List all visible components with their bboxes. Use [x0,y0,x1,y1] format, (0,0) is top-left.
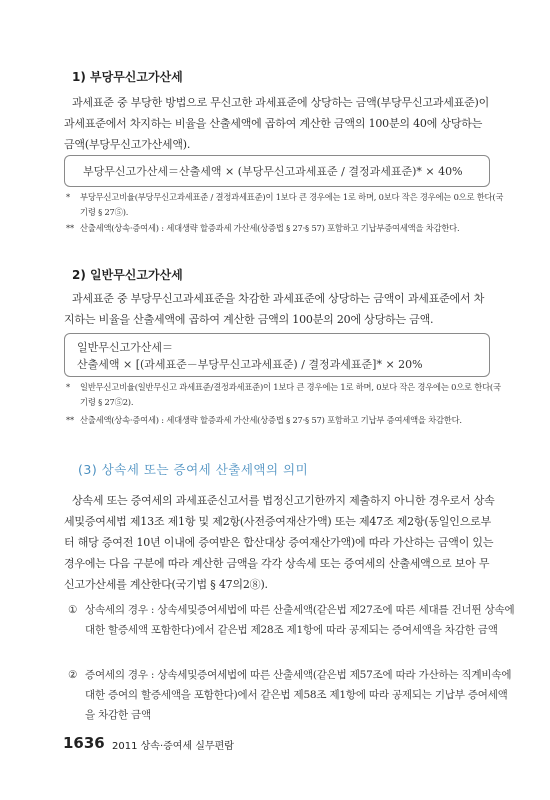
footer-title: 2011 상속·증여세 실무편람 [112,741,234,752]
section-2-heading: 2) 일반무신고가산세 [72,268,183,282]
section-1-note-1 [66,190,504,220]
section-1-note-2 [66,221,504,251]
section-2-formula-box [64,333,490,377]
section-2-formula-line-2: 산출세액 × [(과세표준－부당무신고과세표준) / 결정과세표준]* × 20% [77,358,423,371]
section-1-formula-box [64,155,490,187]
section-3-item-2 [68,665,516,725]
section-2-paragraph: 과세표준 중 부당무신고과세표준을 차감한 과세표준에 상당하는 금액이 과세표준에서 차지하는 비율을 산출세액에 곱하여 계산한 금액의 100분의 20에 상당하는 금액. [64,292,485,326]
note-text: 산출세액(상속·증여세) : 세대생략 할증과세 가산세(상증법 § 27·§ 57) 포함하고 기납부 증여세액을 차감한다. [80,415,462,425]
section-2-note-2 [66,413,504,443]
page-number: 1636 [63,734,105,752]
note-text: 부당무신고비율(부당무신고과세표준 / 결정과세표준)이 1보다 큰 경우에는 1로 하며, 0보다 작은 경우에는 0으로 한다(국기령 § 27⑤). [80,192,504,217]
section-3-heading: (3) 상속세 또는 증여세 산출세액의 의미 [78,462,309,477]
note-mark: * [66,192,70,202]
note-text: 산출세액(상속·증여세) : 세대생략 할증과세 가산세(상증법 § 27·§ 57) 포함하고 기납부증여세액을 차감한다. [80,223,460,233]
item-text: 증여세의 경우 : 상속세및증여세법에 따른 산출세액(같은법 제57조에 따라 가산하는 직계비속에 대한 증여의 할증세액을 포함한다)에서 같은법 제58조 제1항에 따라 공제되는 기납부 증여세액을 차감한 금액 [85,669,512,721]
section-1-formula: 부당무신고가산세＝산출세액 × (부당무신고과세표준 / 결정과세표준)* × 40% [83,165,463,178]
section-3-paragraph: 상속세 또는 증여세의 과세표준신고서를 법정신고기한까지 제출하지 아니한 경우로서 상속세및증여세법 제13조 제1항 및 제2항(사전증여재산가액) 또는 제47조 제2항(동일인으로부터 해당 증여전 10년 이내에 증여받은 합산대상 증여재산가액)에 따라 가산하는 금액이 있는 경우에는 다음 구분에 따라 계산한 금액을 각각 상속세 또는 증여세의 산출세액으로 보아 무신고가산세를 계산한다(국기법 § 47의2⑧). [64,494,495,591]
note-text: 일반무신고비율(일반무신고 과세표준/결정과세표준)이 1보다 큰 경우에는 1로 하며, 0보다 작은 경우에는 0으로 한다(국기령 § 27⑤2). [80,382,501,407]
section-3-item-1 [68,600,516,660]
note-mark: ** [66,415,74,425]
item-number: ② [68,669,78,681]
note-mark: * [66,382,70,392]
section-1-heading: 1) 부당무신고가산세 [72,70,183,84]
item-number: ① [68,604,78,616]
section-2-note-1 [66,380,504,410]
section-1-paragraph: 과세표준 중 부당한 방법으로 무신고한 과세표준에 상당하는 금액(부당무신고과세표준)이 과세표준에서 차지하는 비율을 산출세액에 곱하여 계산한 금액의 100분의 40에 상당하는 금액(부당무신고가산세액). [64,96,490,151]
section-2-formula-line-1: 일반무신고가산세＝ [77,341,174,354]
item-text: 상속세의 경우 : 상속세및증여세법에 따른 산출세액(같은법 제27조에 따른 세대를 건너뛴 상속에 대한 할증세액 포함한다)에서 같은법 제28조 제1항에 따라 공제되는 증여세액을 차감한 금액 [85,604,515,636]
note-mark: ** [66,223,74,233]
